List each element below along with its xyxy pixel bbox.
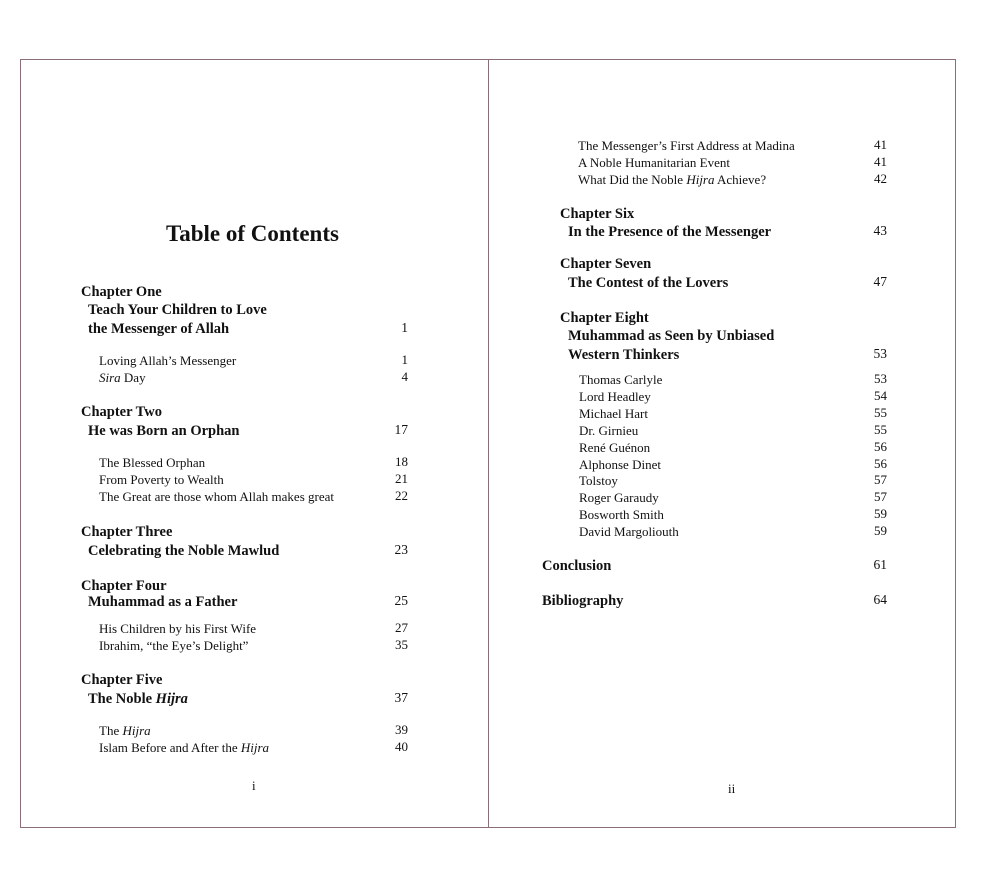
bibliography-page: 64 [873, 592, 887, 607]
toc-entry: Ibrahim, “the Eye’s Delight” [99, 638, 249, 653]
chapter-two-title: He was Born an Orphan [88, 423, 240, 439]
toc-entry-page: 56 [874, 456, 887, 471]
chapter-four-label: Chapter Four [81, 578, 167, 594]
chapter-eight-title-line1: Muhammad as Seen by Unbiased [568, 328, 775, 344]
chapter-five-label: Chapter Five [81, 672, 163, 688]
chapter-five-title: The Noble Hijra [88, 691, 188, 707]
left-page [20, 59, 489, 828]
toc-entry: Michael Hart [579, 406, 648, 421]
toc-entry: His Children by his First Wife [99, 621, 257, 636]
conclusion-label: Conclusion [542, 558, 612, 574]
chapter-six-page: 43 [873, 223, 887, 238]
toc-entry-page: 1 [401, 352, 408, 367]
chapter-three-label: Chapter Three [81, 524, 173, 540]
toc-title: Table of Contents [166, 221, 339, 246]
toc-entry: What Did the Noble Hijra Achieve? [578, 172, 767, 187]
toc-entry-page: 55 [874, 405, 887, 420]
toc-entry-page: 56 [874, 439, 887, 454]
toc-entry: Alphonse Dinet [579, 457, 661, 472]
chapter-three-page: 23 [394, 542, 408, 557]
chapter-five-page: 37 [394, 690, 408, 705]
chapter-seven-title: The Contest of the Lovers [568, 275, 729, 291]
toc-entry: The Hijra [99, 723, 151, 738]
chapter-one-label: Chapter One [81, 284, 162, 300]
chapter-six-label: Chapter Six [560, 206, 635, 222]
toc-entry-page: 42 [874, 171, 887, 186]
toc-entry: The Great are those whom Allah makes great [99, 489, 334, 504]
toc-entry-page: 4 [401, 369, 408, 384]
toc-entry-page: 57 [874, 489, 887, 504]
toc-entry: René Guénon [579, 440, 651, 455]
toc-entry: Sira Day [99, 370, 146, 385]
chapter-three-title: Celebrating the Noble Mawlud [88, 543, 280, 559]
toc-entry: Dr. Girnieu [579, 423, 639, 438]
toc-entry-page: 54 [874, 388, 887, 403]
toc-entry-page: 40 [395, 739, 408, 754]
chapter-four-page: 25 [394, 593, 408, 608]
toc-entry: Thomas Carlyle [579, 372, 663, 387]
conclusion-page: 61 [873, 557, 887, 572]
chapter-two-page: 17 [394, 422, 408, 437]
chapter-one-page: 1 [401, 320, 408, 335]
toc-entry: Lord Headley [579, 389, 651, 404]
toc-entry-page: 35 [395, 637, 408, 652]
chapter-two-label: Chapter Two [81, 404, 162, 420]
toc-entry-page: 55 [874, 422, 887, 437]
chapter-seven-label: Chapter Seven [560, 256, 652, 272]
chapter-six-title: In the Presence of the Messenger [568, 224, 772, 240]
chapter-eight-page: 53 [873, 346, 887, 361]
toc-entry-page: 27 [395, 620, 408, 635]
chapter-one-title-line1: Teach Your Children to Love [88, 302, 267, 318]
toc-entry-page: 18 [395, 454, 408, 469]
chapter-eight-label: Chapter Eight [560, 310, 649, 326]
toc-entry-page: 39 [395, 722, 408, 737]
toc-entry-page: 41 [874, 154, 887, 169]
toc-entry: The Messenger’s First Address at Madina [578, 138, 795, 153]
toc-entry-page: 22 [395, 488, 408, 503]
toc-entry-page: 59 [874, 506, 887, 521]
chapter-eight-title-line2: Western Thinkers [568, 347, 680, 363]
left-folio: i [252, 778, 256, 793]
toc-entry: Tolstoy [579, 473, 618, 488]
toc-entry-page: 57 [874, 472, 887, 487]
toc-entry: Roger Garaudy [579, 490, 659, 505]
toc-entry-page: 41 [874, 137, 887, 152]
toc-entry: The Blessed Orphan [99, 455, 206, 470]
chapter-one-title-line2: the Messenger of Allah [88, 321, 230, 337]
chapter-four-title: Muhammad as a Father [88, 594, 238, 610]
toc-entry: A Noble Humanitarian Event [578, 155, 730, 170]
toc-entry: Islam Before and After the Hijra [99, 740, 270, 755]
toc-entry-page: 59 [874, 523, 887, 538]
toc-entry: From Poverty to Wealth [99, 472, 224, 487]
chapter-seven-page: 47 [873, 274, 887, 289]
toc-entry-page: 53 [874, 371, 887, 386]
right-folio: ii [728, 781, 736, 796]
toc-entry: Loving Allah’s Messenger [99, 353, 237, 368]
bibliography-label: Bibliography [542, 593, 624, 609]
toc-entry: Bosworth Smith [579, 507, 664, 522]
toc-entry-page: 21 [395, 471, 408, 486]
toc-entry: David Margoliouth [579, 524, 679, 539]
